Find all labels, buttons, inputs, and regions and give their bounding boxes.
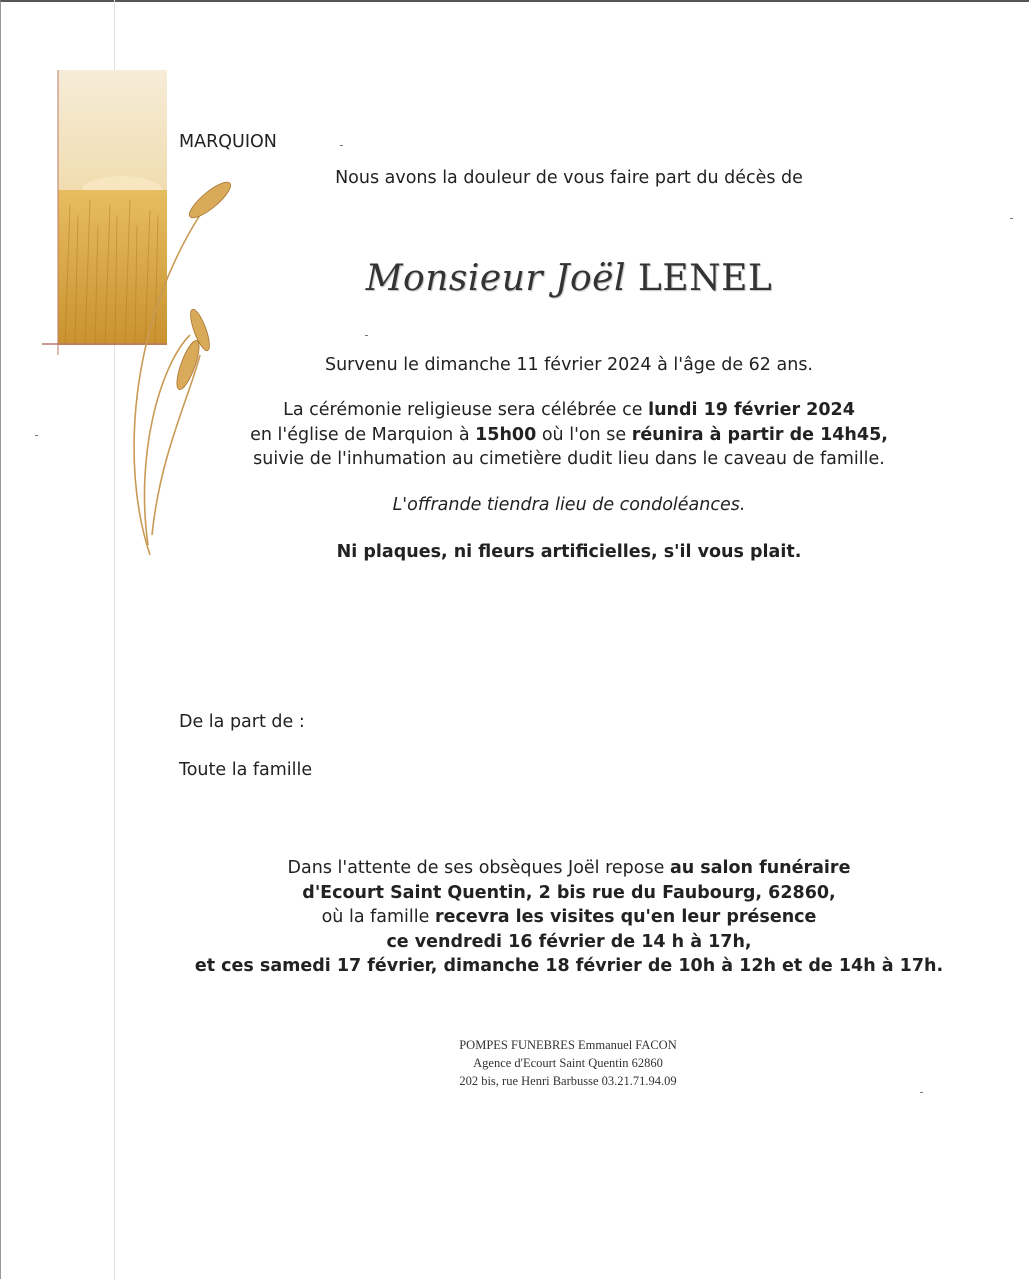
no-flowers-note: Ni plaques, ni fleurs artificielles, s'il vous plait.	[336, 542, 802, 562]
scan-speck	[340, 145, 343, 146]
gathering-time: réunira à partir de 14h45,	[631, 424, 888, 445]
deceased-name	[300, 258, 838, 299]
visits-line-4: ce vendredi 16 février de 14 h à 17h,	[386, 931, 752, 952]
from-label: De la part de :	[179, 712, 305, 732]
ceremony-line-3: suivie de l'inhumation au cimetière dudit lieu dans le caveau de famille.	[253, 449, 885, 469]
scan-speck	[35, 435, 38, 436]
funeral-home-address: 202 bis, rue Henri Barbusse 03.21.71.94.09	[459, 1074, 677, 1088]
town-name: MARQUION	[179, 132, 277, 152]
visits-line-3: où la famille recevra les visites qu'en leur présence	[321, 907, 817, 927]
deceased-prefix: Monsieur Joël	[365, 258, 626, 299]
visits-line-2: d'Ecourt Saint Quentin, 2 bis rue du Faubourg, 62860,	[302, 882, 836, 903]
ceremony-line-2: en l'église de Marquion à 15h00 où l'on se réunira à partir de 14h45,	[250, 424, 888, 445]
visits-line-5: et ces samedi 17 février, dimanche 18 février de 10h à 12h et de 14h à 17h.	[194, 956, 944, 976]
deceased-surname: LENEL	[637, 258, 773, 299]
funeral-home-agency: Agence d'Ecourt Saint Quentin 62860	[473, 1056, 663, 1070]
funeral-home-name: POMPES FUNEBRES Emmanuel FACON	[459, 1038, 677, 1052]
ceremony-block	[200, 398, 938, 472]
scan-speck	[365, 335, 368, 336]
visits-line-1: Dans l'attente de ses obsèques Joël repose au salon funéraire	[287, 858, 851, 878]
offering-note: L'offrande tiendra lieu de condoléances.	[392, 495, 746, 515]
ceremony-line-1: La cérémonie religieuse sera célébrée ce lundi 19 février 2024	[283, 400, 855, 420]
intro-text: Nous avons la douleur de vous faire part du décès de	[335, 168, 803, 188]
scan-speck	[920, 1092, 923, 1093]
scan-speck	[1010, 218, 1013, 219]
ceremony-time: 15h00	[475, 424, 537, 445]
funeral-home-footer	[390, 1036, 746, 1090]
family-name: Toute la famille	[179, 760, 313, 780]
ceremony-date: lundi 19 février 2024	[648, 400, 855, 420]
death-announcement: Survenu le dimanche 11 février 2024 à l'âge de 62 ans.	[324, 355, 813, 375]
visits-block	[150, 856, 988, 979]
